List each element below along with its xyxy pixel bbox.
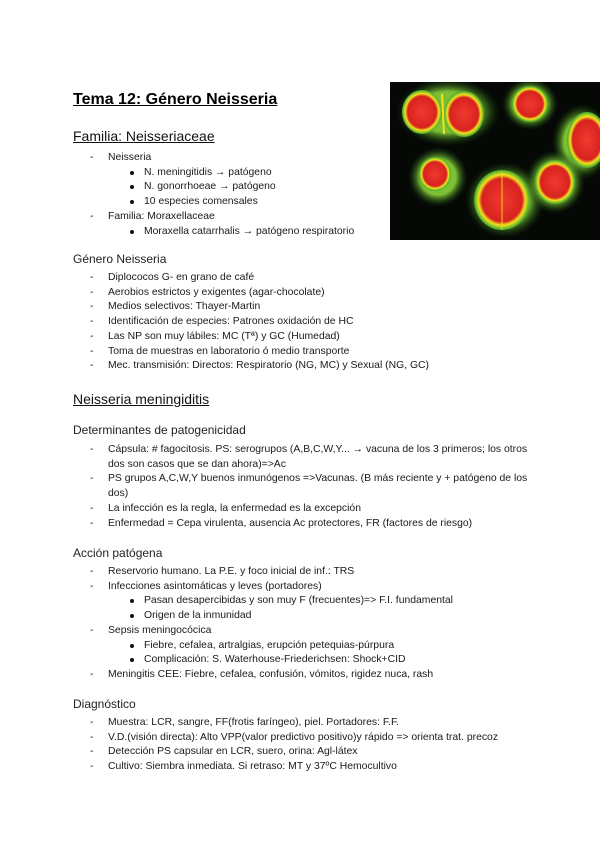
determinantes-heading: Determinantes de patogenicidad bbox=[73, 423, 246, 437]
neisseria-micrograph bbox=[390, 82, 600, 240]
list-item: - Cápsula: # fagocitosis. PS: serogrupos (A,B,C,W,Y... → vacuna de los 3 primeros; los otros dos son casos que se dan ahora)=>Ac bbox=[88, 443, 528, 472]
list-item: - Muestra: LCR, sangre, FF(frotis faríngeo), piel. Portadores: F.F. bbox=[88, 716, 498, 731]
list-item: - La infección es la regla, la enfermedad es la excepción bbox=[88, 502, 528, 517]
familia-heading: Familia: Neisseriaceae bbox=[73, 128, 215, 144]
sub-list bbox=[126, 166, 354, 210]
page-title: Tema 12: Género Neisseria bbox=[73, 91, 278, 108]
list-item: - Medios selectivos: Thayer-Martin bbox=[88, 300, 429, 315]
list-item bbox=[88, 580, 453, 624]
list-item: - V.D.(visión directa): Alto VPP(valor predictivo positivo)y rápido => orienta trat. precoz bbox=[88, 731, 498, 746]
list-item bbox=[88, 624, 453, 668]
sub-list-item: N. gonorrhoeae → patógeno bbox=[126, 180, 354, 195]
sub-list bbox=[126, 225, 354, 240]
list-item: - Las NP son muy lábiles: MC (Tª) y GC (Humedad) bbox=[88, 330, 429, 345]
familia-list bbox=[88, 151, 354, 239]
sub-list-item: Complicación: S. Waterhouse-Friederichsen: Shock+CID bbox=[126, 653, 453, 668]
micrograph-svg bbox=[390, 82, 600, 240]
list-item: - Detección PS capsular en LCR, suero, orina: Agl-látex bbox=[88, 745, 498, 760]
list-item: - Mec. transmisión: Directos: Respiratorio (NG, MC) y Sexual (NG, GC) bbox=[88, 359, 429, 374]
accion-list bbox=[88, 565, 453, 683]
sub-list-item: Origen de la inmunidad bbox=[126, 609, 453, 624]
sub-list-item: Pasan desapercibidas y son muy F (frecuentes)=> F.I. fundamental bbox=[126, 594, 453, 609]
list-item-text: Infecciones asintomáticas y leves (portadores) bbox=[108, 580, 322, 592]
accion-heading: Acción patógena bbox=[73, 546, 163, 560]
sub-list-item: Fiebre, cefalea, artralgias, erupción petequias-púrpura bbox=[126, 639, 453, 654]
list-item: - Enfermedad = Cepa virulenta, ausencia Ac protectores, FR (factores de riesgo) bbox=[88, 517, 528, 532]
list-item-text: Neisseria bbox=[108, 152, 152, 163]
diagnostico-list bbox=[88, 716, 498, 775]
genero-list bbox=[88, 271, 429, 374]
meningitidis-heading: Neisseria meningiditis bbox=[73, 391, 210, 407]
list-item: - Diplococos G- en grano de café bbox=[88, 271, 429, 286]
list-item: - Aerobios estrictos y exigentes (agar-chocolate) bbox=[88, 286, 429, 301]
sub-list-item: Moraxella catarrhalis → patógeno respiratorio bbox=[126, 225, 354, 240]
list-item: - Cultivo: Siembra inmediata. Si retraso: MT y 37ºC Hemocultivo bbox=[88, 760, 498, 775]
list-item bbox=[88, 565, 453, 580]
determinantes-list bbox=[88, 443, 528, 531]
list-item-text: Sepsis meningocócica bbox=[108, 624, 212, 636]
sub-list bbox=[126, 639, 453, 668]
list-item: - PS grupos A,C,W,Y buenos inmunógenos =>Vacunas. (B más reciente y + patógeno de los dos) bbox=[88, 472, 528, 501]
list-item bbox=[88, 210, 354, 239]
list-item-text: Familia: Moraxellaceae bbox=[108, 210, 215, 222]
diagnostico-heading: Diagnóstico bbox=[73, 697, 136, 711]
sub-list-item: 10 especies comensales bbox=[126, 195, 354, 210]
list-item-text: Meningitis CEE: Fiebre, cefalea, confusión, vómitos, rigidez nuca, rash bbox=[108, 668, 434, 680]
list-item-text: Reservorio humano. La P.E. y foco inicial de inf.: TRS bbox=[108, 566, 355, 577]
list-item: - Identificación de especies: Patrones oxidación de HC bbox=[88, 315, 429, 330]
list-item bbox=[88, 668, 453, 683]
list-item: - Toma de muestras en laboratorio ó medio transporte bbox=[88, 345, 429, 360]
genero-heading: Género Neisseria bbox=[73, 252, 167, 266]
list-item bbox=[88, 151, 354, 210]
sub-list bbox=[126, 594, 453, 623]
sub-list-item: N. meningitidis → patógeno bbox=[126, 166, 354, 181]
